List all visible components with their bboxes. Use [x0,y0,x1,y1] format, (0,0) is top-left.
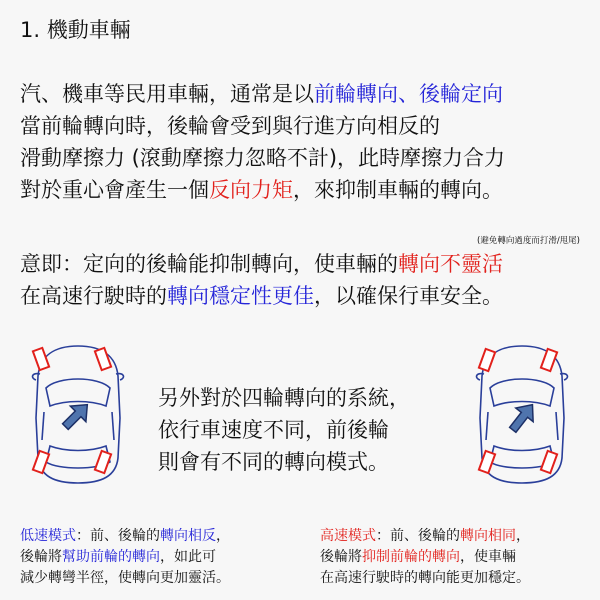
highlight-text: 轉向相同 [460,528,516,544]
paragraph-line: 另外對於四輪轉向的系統， [158,386,410,410]
wheels [33,348,111,473]
paragraph-line: 對於重心會產生一個反向力矩，來抑制車輛的轉向。 [20,178,503,202]
paragraph-line: 滑動摩擦力 (滾動摩擦力忽略不計)，此時摩擦力合力 [20,146,506,170]
highlight-text: 轉向穩定性更佳 [167,284,314,308]
low-speed-caption [20,526,230,589]
caption-line: 後輪將抑制前輪的轉向，使車輛 [320,549,516,565]
paragraph-line: 在高速行駛時的轉向穩定性更佳，以確保行車安全。 [20,284,503,308]
mode-label: 高速模式 [320,528,376,544]
rear-right-wheel [95,451,111,473]
caption-line: 減少轉彎半徑，使轉向更加靈活。 [20,570,230,586]
rear-right-wheel [541,451,557,473]
rear-left-wheel [33,451,49,473]
front-right-wheel [541,349,557,371]
paragraph-line: 則會有不同的轉向模式。 [158,450,389,474]
page-title: 1. 機動車輛 [20,18,131,42]
highlight-text: 前輪轉向、後輪定向 [314,82,503,106]
paragraph-intro [20,78,505,206]
highlight-text: 轉向相反 [160,528,216,544]
caption-line: 後輪將幫助前輪的轉向，如此可 [20,549,216,565]
highlight-text: 幫助前輪的轉向 [62,549,160,565]
paragraph-line: 意即：定向的後輪能抑制轉向，使車輛的轉向不靈活 [20,252,503,276]
paragraph-meaning [20,248,503,312]
front-left-wheel [479,349,495,371]
paragraph-line: 當前輪轉向時，後輪會受到與行進方向相反的 [20,114,440,138]
highlight-text: 抑制前輪的轉向 [362,549,460,565]
wheels [479,349,557,473]
front-left-wheel [33,348,49,370]
caption-line: 高速模式：前、後輪的轉向相同， [320,528,530,544]
front-right-wheel [95,348,111,370]
high-speed-caption [320,526,530,589]
side-note: (避免轉向過度而打滑/甩尾) [477,236,580,246]
arrow-up-right-icon [504,398,541,437]
highlight-text: 轉向不靈活 [398,252,503,276]
paragraph-line: 依行車速度不同，前後輪 [158,418,389,442]
caption-line: 低速模式：前、後輪的轉向相反， [20,528,230,544]
paragraph-line: 汽、機車等民用車輛，通常是以前輪轉向、後輪定向 [20,82,503,106]
mode-label: 低速模式 [20,528,76,544]
caption-line: 在高速行駛時的轉向能更加穩定。 [320,570,530,586]
highlight-text: 反向力矩 [209,178,293,202]
paragraph-four-wheel [158,382,410,478]
car-high-speed-diagram [470,338,574,488]
car-low-speed-diagram [26,338,130,488]
